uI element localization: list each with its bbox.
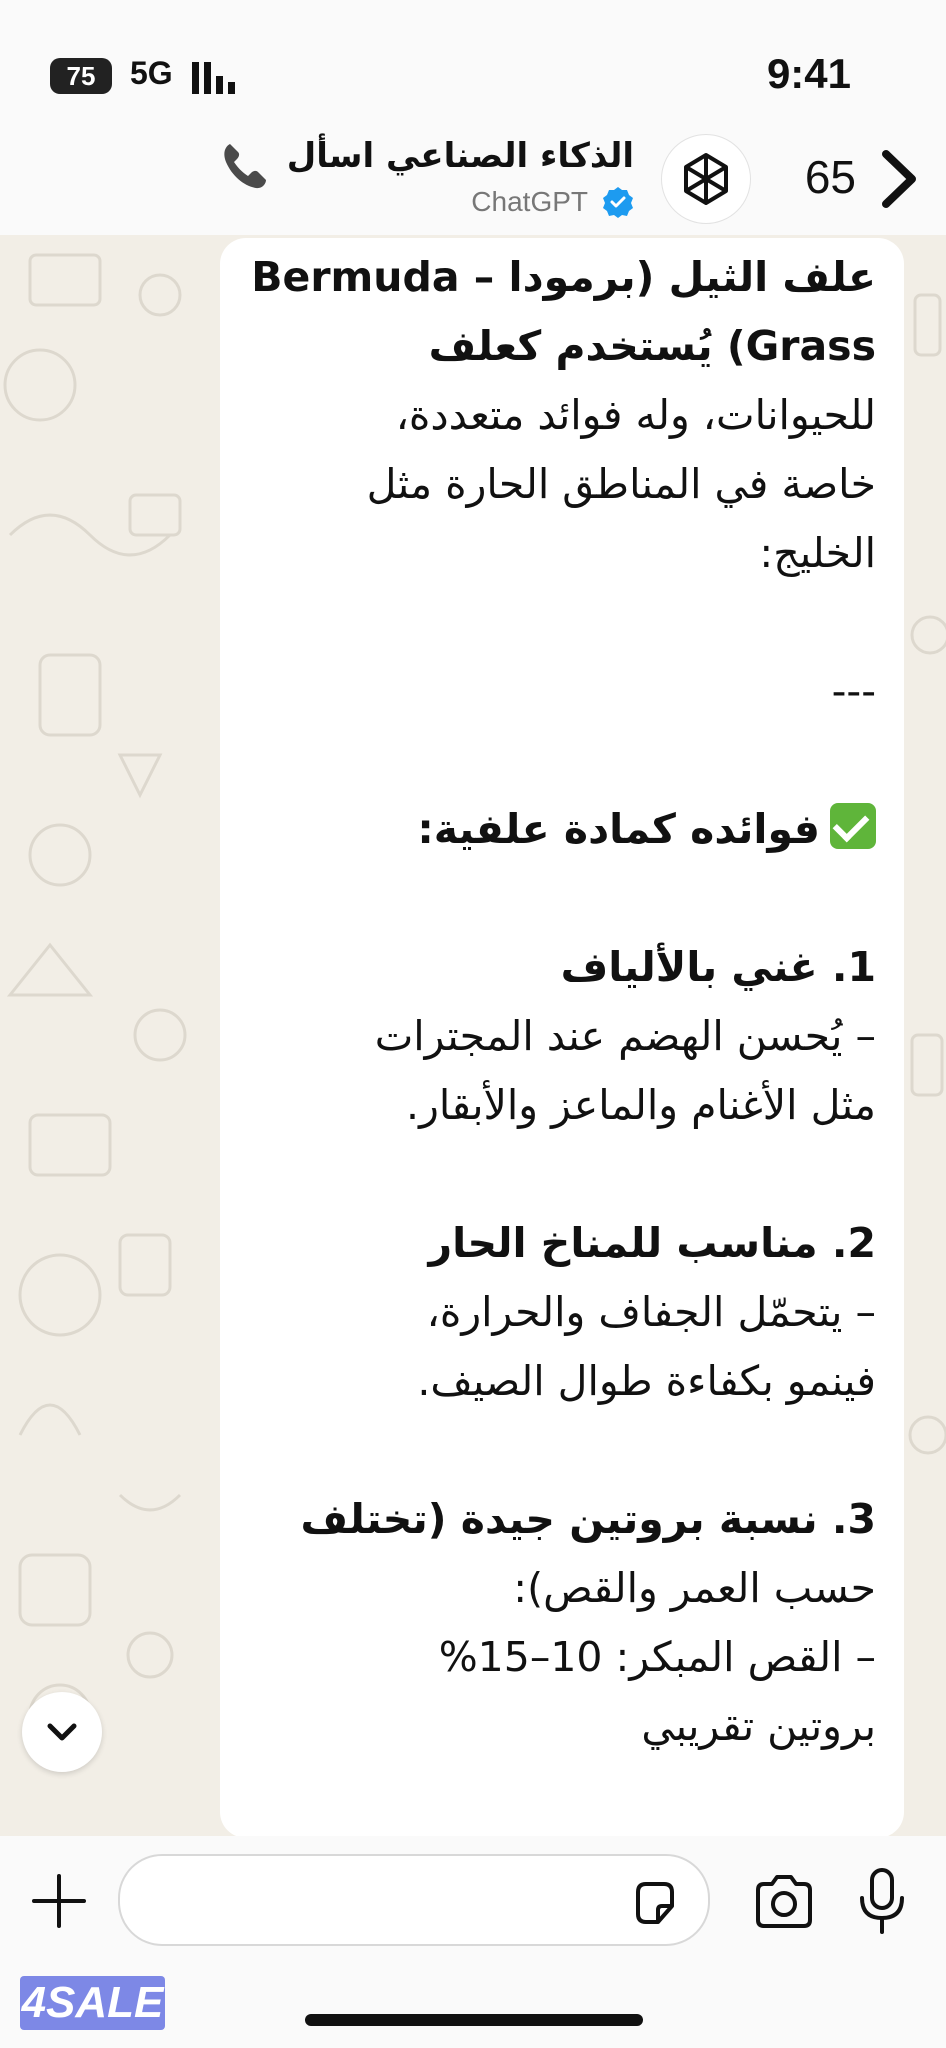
- list-item-text: بروتين تقريبي: [641, 1702, 876, 1750]
- message-line: Grass) يُستخدم كعلف: [428, 322, 876, 370]
- message-line: الخليج:: [759, 529, 876, 577]
- home-indicator: [305, 2014, 643, 2026]
- unread-count[interactable]: 65: [804, 151, 856, 203]
- message-line: علف الثيل (برمودا – Bermuda: [251, 253, 876, 301]
- network-type: 5G: [130, 55, 173, 91]
- camera-icon[interactable]: [752, 1872, 816, 1932]
- subtitle-text: ChatGPT: [471, 186, 588, 217]
- mic-icon[interactable]: [856, 1866, 908, 1936]
- list-item-title: 1. غني بالألياف: [560, 943, 876, 991]
- status-bar: [0, 0, 946, 130]
- list-item-text: – القص المبكر: 10–15%: [438, 1633, 876, 1681]
- signal-icon: [192, 60, 242, 94]
- chat-header: [0, 130, 946, 235]
- chevron-left-icon[interactable]: [868, 144, 928, 214]
- list-item-title: 2. مناسب للمناخ الحار: [428, 1219, 876, 1267]
- watermark-logo: 4SALE: [20, 1976, 165, 2030]
- sticker-icon[interactable]: [630, 1878, 680, 1928]
- plus-icon[interactable]: [30, 1872, 88, 1930]
- list-item-text: فينمو بكفاءة طوال الصيف.: [417, 1357, 876, 1405]
- verified-badge-icon: [602, 186, 634, 218]
- list-item-text: – يتحمّل الجفاف والحرارة،: [426, 1288, 876, 1336]
- phone-icon[interactable]: [218, 138, 272, 192]
- list-item-text: – يُحسن الهضم عند المجترات: [374, 1012, 876, 1060]
- chat-title[interactable]: الذكاء الصناعي اسأل: [286, 136, 634, 176]
- chat-subtitle: [471, 186, 634, 218]
- message-line: خاصة في المناطق الحارة مثل: [366, 460, 876, 508]
- list-item-text: حسب العمر والقص):: [513, 1564, 876, 1612]
- battery-indicator: 75: [50, 58, 112, 94]
- composer-bar: [0, 1836, 946, 2048]
- message-input[interactable]: [118, 1854, 710, 1946]
- list-item-title: 3. نسبة بروتين جيدة (تختلف: [300, 1495, 876, 1543]
- message-bubble[interactable]: [220, 238, 904, 1838]
- avatar[interactable]: [661, 134, 751, 224]
- list-item-text: مثل الأغنام والماعز والأبقار.: [406, 1081, 876, 1129]
- section-heading-text: فوائده كمادة علفية:: [417, 805, 820, 853]
- checkmark-icon: [830, 803, 876, 849]
- openai-logo-icon: [676, 149, 736, 209]
- clock: 9:41: [766, 50, 851, 97]
- message-text: [236, 243, 876, 1761]
- scroll-down-button[interactable]: [22, 1692, 102, 1772]
- chevron-down-icon: [22, 1692, 102, 1772]
- divider-text: ---: [831, 667, 876, 715]
- message-line: للحيوانات، وله فوائد متعددة،: [395, 391, 876, 439]
- section-heading: [236, 795, 876, 864]
